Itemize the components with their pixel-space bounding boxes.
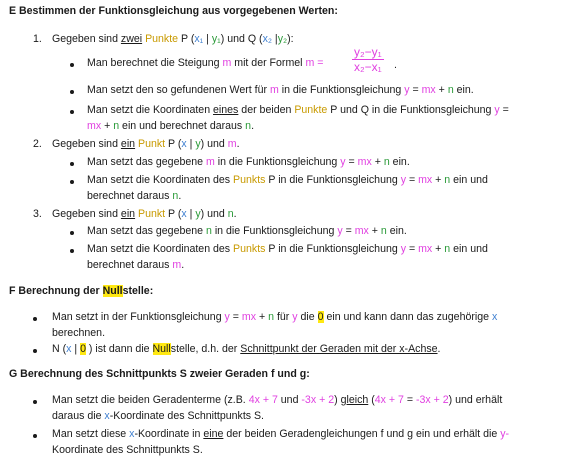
section-g-bullet-1: Man setzt die beiden Geradenterme (z.B. 4x + 7 und -3x + 2) gleich (4x + 7 = -3x + 2) und erhält	[52, 394, 503, 406]
item-3-bullet-2-cont: berechnet daraus m.	[87, 259, 185, 271]
bullet-dot	[33, 317, 37, 321]
section-f-heading: F Berechnung der Nullstelle:	[9, 285, 154, 297]
section-e-heading: E Bestimmen der Funktionsgleichung aus vorgegebenen Werten:	[9, 5, 338, 17]
item-3-bullet-1: Man setzt das gegebene n in die Funktionsgleichung y = mx + n ein.	[87, 225, 407, 237]
item-2-bullet-2-cont: berechnet daraus n.	[87, 190, 182, 202]
slope-formula-fraction: $\frac{\text{y₂−y₁}}{\text{x₂−x₁}}$	[354, 45, 382, 74]
bullet-dot	[70, 231, 74, 235]
bullet-dot	[70, 63, 74, 67]
item-3-text: Gegeben sind ein Punkt P (x | y) und n.	[52, 208, 237, 220]
item-3-number: 3.	[33, 208, 42, 220]
section-g-heading: G Berechnung des Schnittpunkts S zweier Geraden f und g:	[9, 368, 310, 380]
bullet-dot	[70, 249, 74, 253]
item-3-bullet-2: Man setzt die Koordinaten des Punkts P in die Funktionsgleichung y = mx + n ein und	[87, 243, 488, 255]
item-1-number: 1.	[33, 33, 42, 45]
section-g-bullet-2-cont: Koordinate des Schnittpunkts S.	[52, 444, 203, 456]
section-g-bullet-1-cont: daraus die x-Koordinate des Schnittpunkts S.	[52, 410, 265, 422]
item-1-bullet-3: Man setzt die Koordinaten eines der beiden Punkte P und Q in die Funktionsgleichung y =	[87, 104, 509, 116]
bullet-dot	[70, 162, 74, 166]
item-2-number: 2.	[33, 138, 42, 150]
item-1-bullet-2: Man setzt den so gefundenen Wert für m in die Funktionsgleichung y = mx + n ein.	[87, 84, 474, 96]
section-f-bullet-2: N (x | 0 ) ist dann die Nullstelle, d.h. der Schnittpunkt der Geraden mit der x-Achse.	[52, 343, 441, 355]
item-1-bullet-3-cont: mx + n ein und berechnet daraus n.	[87, 120, 255, 132]
section-f-bullet-1-cont: berechnen.	[52, 327, 106, 339]
item-1-text: Gegeben sind zwei Punkte P (x₁ | y₁) und Q (x₂ |y₂):	[52, 33, 294, 45]
section-g-bullet-2: Man setzt diese x-Koordinate in eine der beiden Geradengleichungen f und g ein und erhält die y-	[52, 428, 510, 440]
bullet-dot	[33, 349, 37, 353]
item-1-bullet-1: Man berechnet die Steigung m mit der Formel m =	[87, 57, 324, 69]
bullet-dot	[33, 434, 37, 438]
item-2-bullet-2: Man setzt die Koordinaten des Punkts P in die Funktionsgleichung y = mx + n ein und	[87, 174, 488, 186]
item-2-text: Gegeben sind ein Punkt P (x | y) und m.	[52, 138, 240, 150]
bullet-dot	[70, 90, 74, 94]
bullet-dot	[70, 110, 74, 114]
section-f-bullet-1: Man setzt in der Funktionsgleichung y = mx + n für y die 0 ein und kann dann das zugehörige x	[52, 311, 498, 323]
bullet-dot	[33, 400, 37, 404]
bullet-dot	[70, 180, 74, 184]
item-2-bullet-1: Man setzt das gegebene m in die Funktionsgleichung y = mx + n ein.	[87, 156, 410, 168]
formula-period: .	[394, 59, 397, 71]
